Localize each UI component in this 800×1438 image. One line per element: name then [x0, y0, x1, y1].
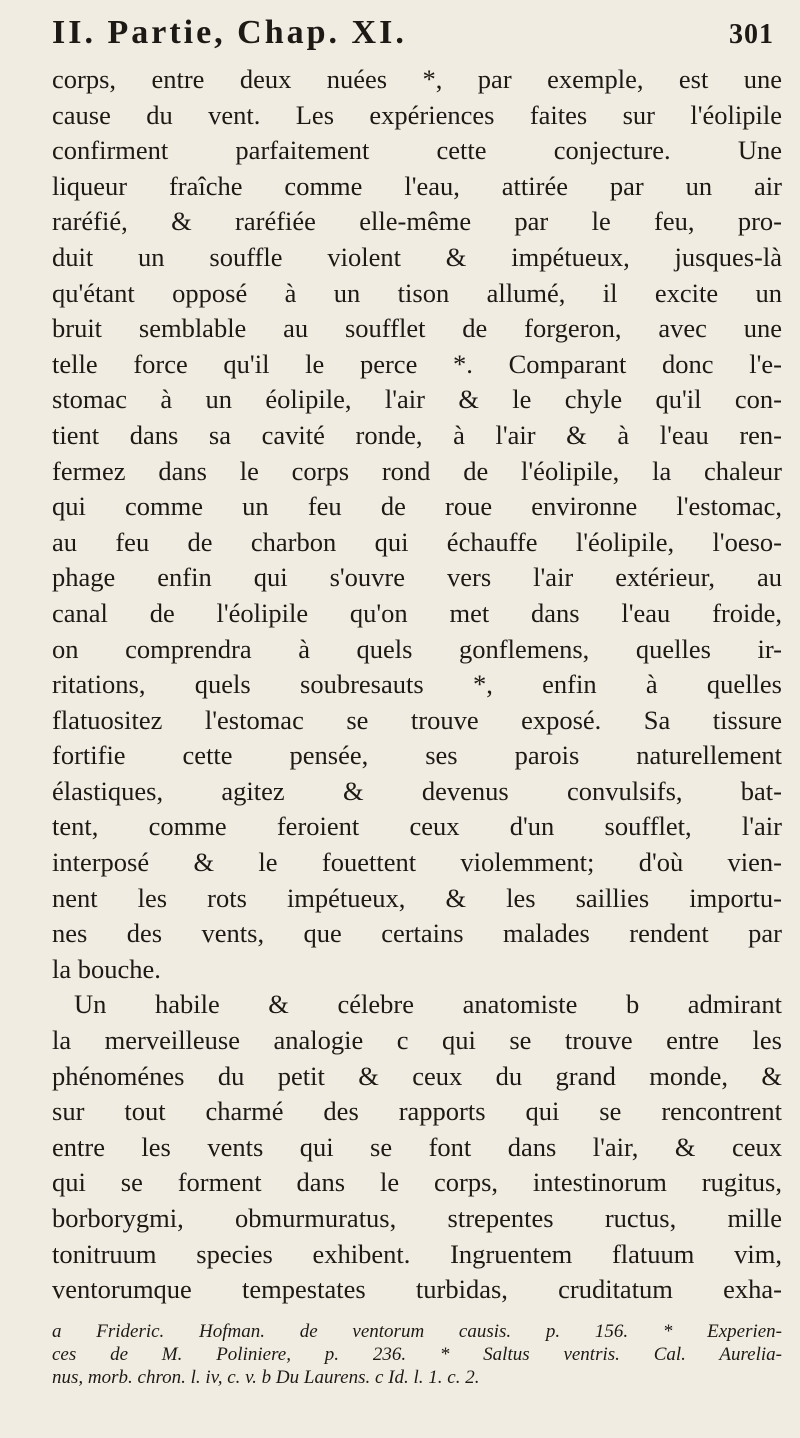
body-text — [52, 62, 782, 1308]
page-number: 301 — [729, 19, 774, 50]
body-line: nes des vents, que certains malades rendent par — [52, 918, 782, 949]
footnotes — [52, 1320, 782, 1389]
body-line: qui comme un feu de roue environne l'estomac, — [52, 491, 782, 522]
body-line: confirment parfaitement cette conjecture. Une — [52, 135, 782, 166]
body-line: élastiques, agitez & devenus convulsifs, bat- — [52, 775, 782, 806]
body-line: ritations, quels soubresauts *, enfin à quelles — [52, 669, 782, 700]
body-line: borborygmi, obmurmuratus, strepentes ructus, mille — [52, 1203, 782, 1233]
body-line: la bouche. — [52, 953, 161, 984]
footnote-line: nus, morb. chron. l. iv, c. v. b Du Laurens. c Id. l. 1. c. 2. — [52, 1366, 480, 1388]
body-line: sur tout charmé des rapports qui se rencontrent — [52, 1096, 782, 1127]
body-line: ventorumque tempestates turbidas, cruditatum exha- — [52, 1274, 782, 1305]
running-header — [52, 14, 782, 60]
body-line: liqueur fraîche comme l'eau, attirée par un air — [52, 170, 782, 201]
footnote-line: a Frideric. Hofman. de ventorum causis. p. 156. * Experien- — [52, 1320, 782, 1342]
footnote-line: ces de M. Poliniere, p. 236. * Saltus ventris. Cal. Aurelia- — [52, 1343, 782, 1365]
body-line: cause du vent. Les expériences faites sur l'éolipile — [52, 99, 782, 130]
body-line: tonitruum species exhibent. Ingruentem flatuum vim, — [52, 1238, 782, 1269]
running-title: II. Partie, Chap. XI. — [52, 14, 407, 51]
body-line: fortifie cette pensée, ses parois naturellement — [52, 740, 782, 771]
body-line: telle force qu'il le perce *. Comparant donc l'e- — [52, 348, 782, 379]
body-line: tient dans sa cavité ronde, à l'air & à l'eau ren- — [52, 419, 782, 450]
body-line: duit un souffle violent & impétueux, jusques-là — [52, 241, 782, 272]
body-line: interposé & le fouettent violemment; d'où vien- — [52, 847, 782, 878]
body-line: canal de l'éolipile qu'on met dans l'eau froide, — [52, 597, 782, 628]
body-line: on comprendra à quels gonflemens, quelles ir- — [52, 633, 782, 664]
body-line: fermez dans le corps rond de l'éolipile, la chaleur — [52, 455, 782, 486]
body-line: stomac à un éolipile, l'air & le chyle qu'il con- — [52, 384, 782, 415]
body-line: bruit semblable au soufflet de forgeron, avec une — [52, 313, 782, 344]
body-line: qui se forment dans le corps, intestinorum rugitus, — [52, 1167, 782, 1198]
body-line: Un habile & célebre anatomiste b admirant — [74, 989, 782, 1020]
body-line: tent, comme feroient ceux d'un soufflet, l'air — [52, 811, 782, 842]
body-line: entre les vents qui se font dans l'air, & ceux — [52, 1131, 782, 1162]
body-line: phénoménes du petit & ceux du grand monde, & — [52, 1060, 782, 1091]
body-line: raréfié, & raréfiée elle-même par le feu, pro- — [52, 206, 782, 237]
body-line: corps, entre deux nuées *, par exemple, est une — [52, 64, 782, 94]
body-line: la merveilleuse analogie c qui se trouve entre les — [52, 1025, 782, 1056]
body-line: au feu de charbon qui échauffe l'éolipile, l'oeso- — [52, 526, 782, 557]
body-line: phage enfin qui s'ouvre vers l'air extérieur, au — [52, 562, 782, 593]
body-line: qu'étant opposé à un tison allumé, il excite un — [52, 277, 782, 308]
body-line: flatuositez l'estomac se trouve exposé. Sa tissure — [52, 704, 782, 735]
body-line: nent les rots impétueux, & les saillies importu- — [52, 882, 782, 913]
